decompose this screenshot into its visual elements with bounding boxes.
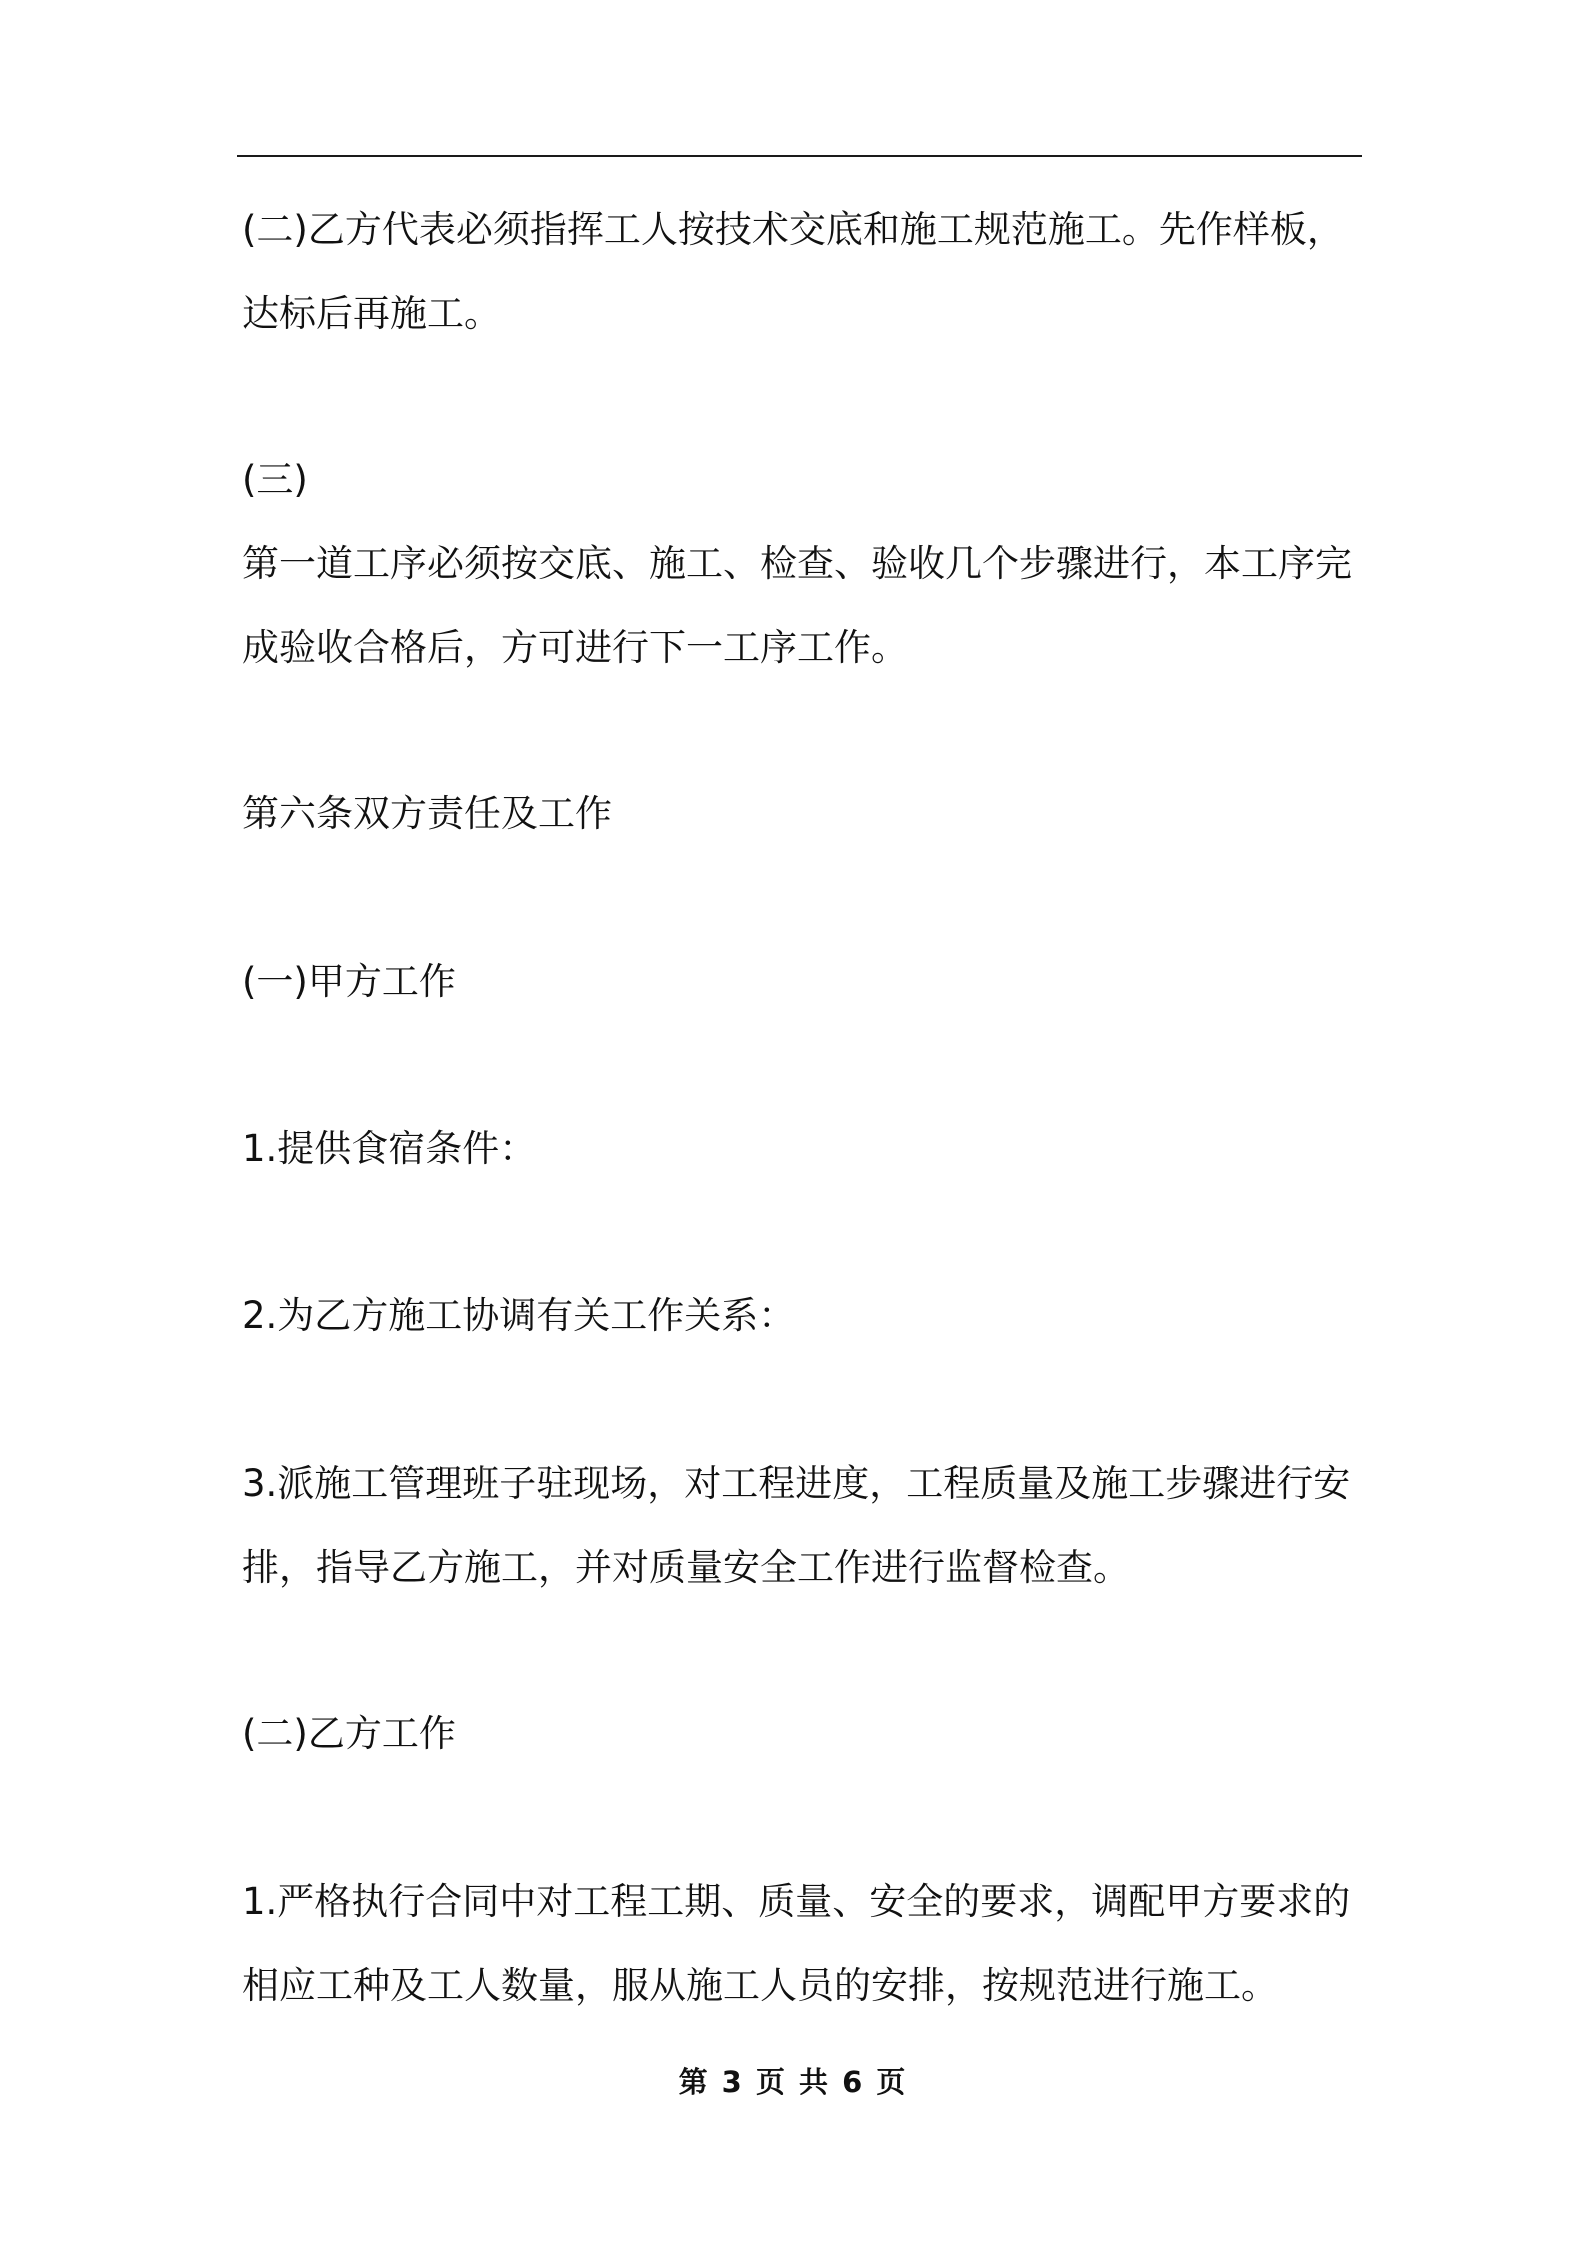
party-a-item-3: 3.派施工管理班子驻现场，对工程进度，工程质量及施工步骤进行安排，指导乙方施工，并对质量安全工作进行监督检查。	[242, 1462, 1351, 1589]
party-a-work-heading: (一)甲方工作	[242, 960, 456, 1003]
party-b-work-heading: (二)乙方工作	[242, 1712, 456, 1755]
party-a-item-2: 2.为乙方施工协调有关工作关系：	[242, 1294, 796, 1337]
party-b-item-1: 1.严格执行合同中对工程工期、质量、安全的要求，调配甲方要求的相应工种及工人数量，服从施工人员的安排，按规范进行施工。	[242, 1880, 1351, 2007]
header-rule	[237, 155, 1362, 157]
article-six-heading: 第六条双方责任及工作	[242, 792, 612, 835]
paragraph-representative-instructions: (二)乙方代表必须指挥工人按技术交底和施工规范施工。先作样板，达标后再施工。	[242, 208, 1344, 335]
party-a-item-1: 1.提供食宿条件：	[242, 1127, 537, 1170]
paragraph-process-steps: 第一道工序必须按交底、施工、检查、验收几个步骤进行，本工序完成验收合格后，方可进行下一工序工作。	[242, 542, 1352, 669]
paragraph-item-three-heading: (三)	[242, 458, 308, 501]
page-number-footer: 第 3 页 共 6 页	[678, 2065, 908, 2099]
